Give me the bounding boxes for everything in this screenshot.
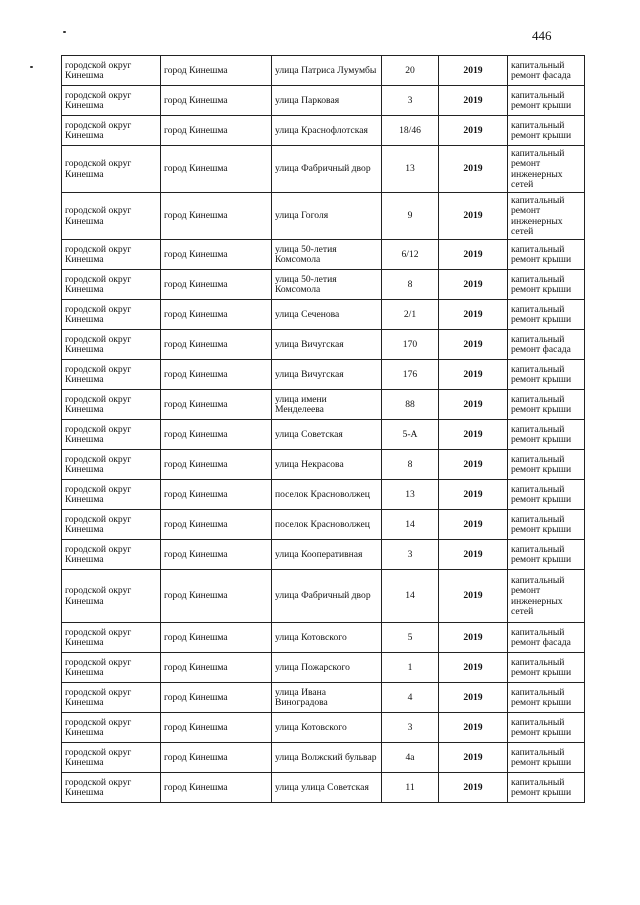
house-number-cell: 14 [382, 570, 439, 623]
city-cell: город Кинешма [161, 300, 272, 330]
street-cell: поселок Красноволжец [272, 480, 382, 510]
house-number-cell: 1 [382, 653, 439, 683]
year-cell: 2019 [439, 713, 508, 743]
table-row [62, 450, 585, 480]
year-cell: 2019 [439, 480, 508, 510]
city-cell: город Кинешма [161, 570, 272, 623]
year-cell: 2019 [439, 420, 508, 450]
district-cell: городской округ Кинешма [62, 56, 161, 86]
year-cell: 2019 [439, 86, 508, 116]
work-type-cell: капитальный ремонт фасада [508, 623, 585, 653]
district-cell: городской округ Кинешма [62, 510, 161, 540]
city-cell: город Кинешма [161, 683, 272, 713]
year-cell: 2019 [439, 116, 508, 146]
district-cell: городской округ Кинешма [62, 713, 161, 743]
table-row [62, 713, 585, 743]
scan-artifact [63, 31, 66, 33]
year-cell: 2019 [439, 360, 508, 390]
street-cell: улица Фабричный двор [272, 146, 382, 193]
house-number-cell: 3 [382, 713, 439, 743]
table-row [62, 116, 585, 146]
street-cell: улица Волжский бульвар [272, 743, 382, 773]
district-cell: городской округ Кинешма [62, 623, 161, 653]
street-cell: улица Котовского [272, 713, 382, 743]
work-type-cell: капитальный ремонт крыши [508, 713, 585, 743]
district-cell: городской округ Кинешма [62, 480, 161, 510]
city-cell: город Кинешма [161, 116, 272, 146]
work-type-cell: капитальный ремонт крыши [508, 420, 585, 450]
year-cell: 2019 [439, 743, 508, 773]
house-number-cell: 3 [382, 540, 439, 570]
district-cell: городской округ Кинешма [62, 300, 161, 330]
street-cell: улица Парковая [272, 86, 382, 116]
work-type-cell: капитальный ремонт крыши [508, 773, 585, 803]
house-number-cell: 5 [382, 623, 439, 653]
house-number-cell: 6/12 [382, 240, 439, 270]
house-number-cell: 13 [382, 146, 439, 193]
table-row [62, 360, 585, 390]
street-cell: улица Фабричный двор [272, 570, 382, 623]
year-cell: 2019 [439, 330, 508, 360]
city-cell: город Кинешма [161, 56, 272, 86]
city-cell: город Кинешма [161, 390, 272, 420]
district-cell: городской округ Кинешма [62, 193, 161, 240]
street-cell: улица 50-летия Комсомола [272, 270, 382, 300]
street-cell: улица Сеченова [272, 300, 382, 330]
street-cell: улица Ивана Виноградова [272, 683, 382, 713]
street-cell: улица Краснофлотская [272, 116, 382, 146]
year-cell: 2019 [439, 623, 508, 653]
house-number-cell: 13 [382, 480, 439, 510]
year-cell: 2019 [439, 56, 508, 86]
work-type-cell: капитальный ремонт крыши [508, 653, 585, 683]
table-row [62, 623, 585, 653]
house-number-cell: 8 [382, 450, 439, 480]
year-cell: 2019 [439, 570, 508, 623]
work-type-cell: капитальный ремонт крыши [508, 540, 585, 570]
street-cell: улица 50-летия Комсомола [272, 240, 382, 270]
district-cell: городской округ Кинешма [62, 330, 161, 360]
work-type-cell: капитальный ремонт крыши [508, 743, 585, 773]
street-cell: улица Гоголя [272, 193, 382, 240]
street-cell: поселок Красноволжец [272, 510, 382, 540]
year-cell: 2019 [439, 193, 508, 240]
street-cell: улица Советская [272, 420, 382, 450]
house-number-cell: 3 [382, 86, 439, 116]
table-row [62, 330, 585, 360]
work-type-cell: капитальный ремонт крыши [508, 450, 585, 480]
table-row [62, 570, 585, 623]
district-cell: городской округ Кинешма [62, 570, 161, 623]
city-cell: город Кинешма [161, 270, 272, 300]
work-type-cell: капитальный ремонт инженерных сетей [508, 570, 585, 623]
table-row [62, 510, 585, 540]
table-row [62, 420, 585, 450]
table-row [62, 390, 585, 420]
table-row [62, 146, 585, 193]
table-row [62, 743, 585, 773]
city-cell: город Кинешма [161, 773, 272, 803]
table-row [62, 270, 585, 300]
year-cell: 2019 [439, 270, 508, 300]
year-cell: 2019 [439, 240, 508, 270]
city-cell: город Кинешма [161, 240, 272, 270]
house-number-cell: 9 [382, 193, 439, 240]
page-number: 446 [532, 28, 552, 43]
work-type-cell: капитальный ремонт фасада [508, 330, 585, 360]
district-cell: городской округ Кинешма [62, 743, 161, 773]
city-cell: город Кинешма [161, 480, 272, 510]
house-number-cell: 11 [382, 773, 439, 803]
city-cell: город Кинешма [161, 420, 272, 450]
city-cell: город Кинешма [161, 623, 272, 653]
district-cell: городской округ Кинешма [62, 390, 161, 420]
work-type-cell: капитальный ремонт крыши [508, 510, 585, 540]
work-type-cell: капитальный ремонт крыши [508, 240, 585, 270]
year-cell: 2019 [439, 773, 508, 803]
street-cell: улица улица Советская [272, 773, 382, 803]
table-row [62, 653, 585, 683]
city-cell: город Кинешма [161, 146, 272, 193]
street-cell: улица Патриса Лумумбы [272, 56, 382, 86]
year-cell: 2019 [439, 450, 508, 480]
city-cell: город Кинешма [161, 653, 272, 683]
house-number-cell: 2/1 [382, 300, 439, 330]
city-cell: город Кинешма [161, 450, 272, 480]
house-number-cell: 176 [382, 360, 439, 390]
street-cell: улица Вичугская [272, 330, 382, 360]
city-cell: город Кинешма [161, 713, 272, 743]
year-cell: 2019 [439, 390, 508, 420]
city-cell: город Кинешма [161, 743, 272, 773]
city-cell: город Кинешма [161, 360, 272, 390]
house-number-cell: 20 [382, 56, 439, 86]
house-number-cell: 14 [382, 510, 439, 540]
district-cell: городской округ Кинешма [62, 540, 161, 570]
street-cell: улица Котовского [272, 623, 382, 653]
city-cell: город Кинешма [161, 330, 272, 360]
house-number-cell: 4 [382, 683, 439, 713]
city-cell: город Кинешма [161, 540, 272, 570]
district-cell: городской округ Кинешма [62, 146, 161, 193]
district-cell: городской округ Кинешма [62, 360, 161, 390]
scan-artifact [30, 66, 33, 68]
city-cell: город Кинешма [161, 193, 272, 240]
work-type-cell: капитальный ремонт крыши [508, 360, 585, 390]
table-row [62, 773, 585, 803]
work-type-cell: капитальный ремонт крыши [508, 390, 585, 420]
street-cell: улица Некрасова [272, 450, 382, 480]
district-cell: городской округ Кинешма [62, 773, 161, 803]
table-row [62, 300, 585, 330]
house-number-cell: 18/46 [382, 116, 439, 146]
work-type-cell: капитальный ремонт инженерных сетей [508, 193, 585, 240]
district-cell: городской округ Кинешма [62, 240, 161, 270]
work-type-cell: капитальный ремонт крыши [508, 683, 585, 713]
street-cell: улица Кооперативная [272, 540, 382, 570]
table-row [62, 86, 585, 116]
table-row [62, 240, 585, 270]
house-number-cell: 5-А [382, 420, 439, 450]
district-cell: городской округ Кинешма [62, 653, 161, 683]
year-cell: 2019 [439, 146, 508, 193]
table-row [62, 540, 585, 570]
work-type-cell: капитальный ремонт фасада [508, 56, 585, 86]
year-cell: 2019 [439, 653, 508, 683]
house-number-cell: 4а [382, 743, 439, 773]
work-type-cell: капитальный ремонт крыши [508, 116, 585, 146]
street-cell: улица Пожарского [272, 653, 382, 683]
table-row [62, 480, 585, 510]
street-cell: улица Вичугская [272, 360, 382, 390]
district-cell: городской округ Кинешма [62, 86, 161, 116]
table-body [62, 56, 585, 803]
year-cell: 2019 [439, 300, 508, 330]
year-cell: 2019 [439, 510, 508, 540]
work-type-cell: капитальный ремонт крыши [508, 480, 585, 510]
district-cell: городской округ Кинешма [62, 270, 161, 300]
table-row [62, 683, 585, 713]
year-cell: 2019 [439, 683, 508, 713]
table-row [62, 193, 585, 240]
district-cell: городской округ Кинешма [62, 420, 161, 450]
house-number-cell: 170 [382, 330, 439, 360]
district-cell: городской округ Кинешма [62, 683, 161, 713]
repair-schedule-table [61, 55, 585, 803]
district-cell: городской округ Кинешма [62, 450, 161, 480]
street-cell: улица имени Менделеева [272, 390, 382, 420]
city-cell: город Кинешма [161, 86, 272, 116]
work-type-cell: капитальный ремонт крыши [508, 86, 585, 116]
house-number-cell: 8 [382, 270, 439, 300]
city-cell: город Кинешма [161, 510, 272, 540]
table-row [62, 56, 585, 86]
work-type-cell: капитальный ремонт крыши [508, 300, 585, 330]
work-type-cell: капитальный ремонт инженерных сетей [508, 146, 585, 193]
house-number-cell: 88 [382, 390, 439, 420]
work-type-cell: капитальный ремонт крыши [508, 270, 585, 300]
year-cell: 2019 [439, 540, 508, 570]
district-cell: городской округ Кинешма [62, 116, 161, 146]
